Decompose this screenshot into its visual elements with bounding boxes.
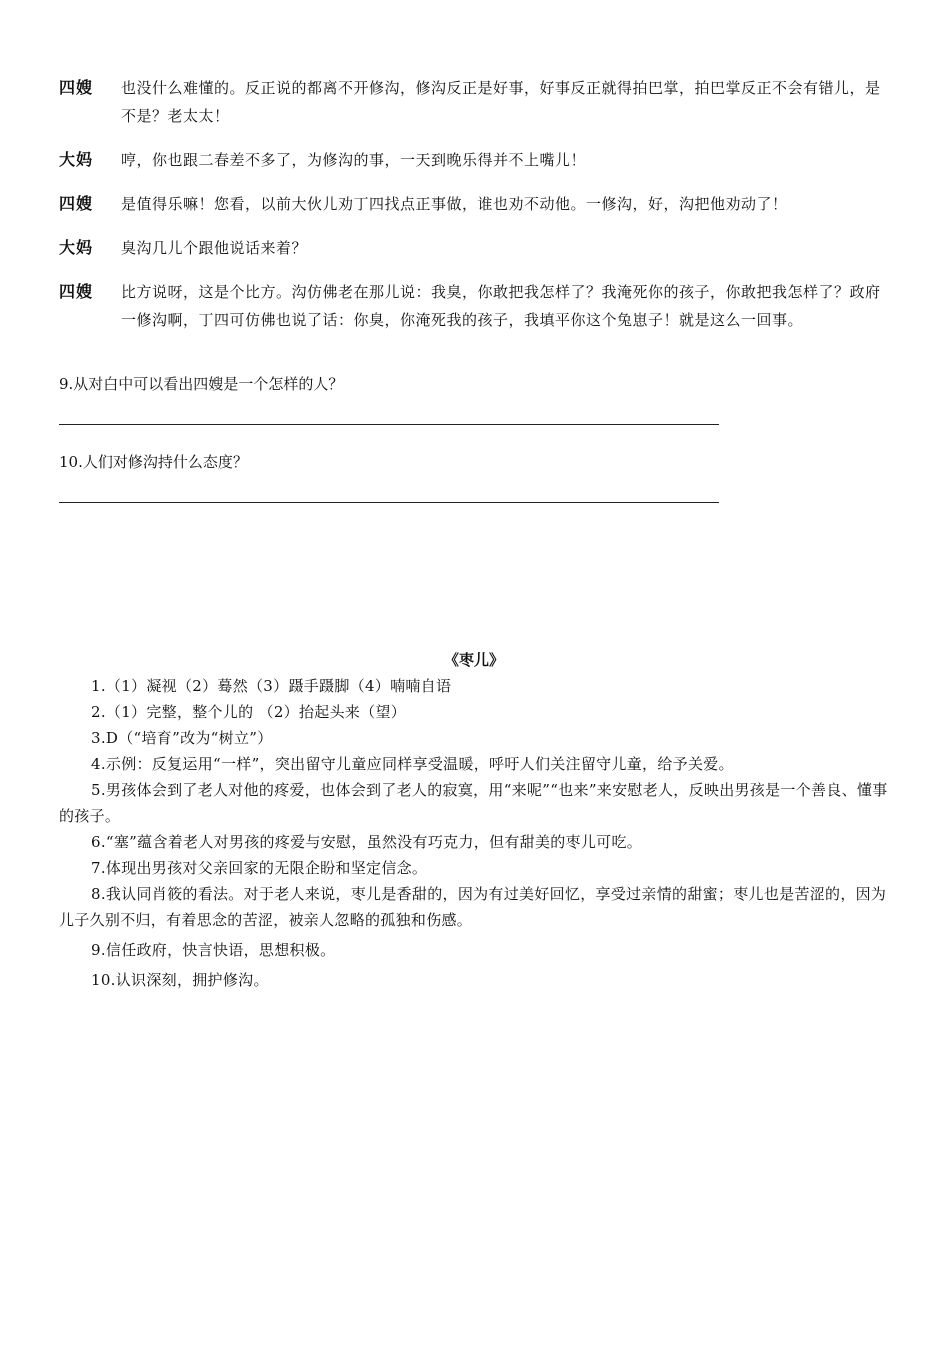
dialogue-line — [59, 190, 889, 218]
speaker-name: 四嫂 — [59, 78, 94, 97]
answer-item: 2.（1）完整，整个儿的 （2）抬起头来（望） — [91, 703, 407, 721]
answer-item: 6.“塞”蕴含着老人对男孩的疼爱与安慰，虽然没有巧克力，但有甜美的枣儿可吃。 — [91, 833, 643, 851]
answer-item: 9.信任政府，快言快语，思想积极。 — [91, 941, 336, 959]
speaker-name: 大妈 — [59, 150, 94, 169]
answer-key — [59, 648, 889, 993]
question-10: 10.人们对修沟持什么态度？ — [59, 453, 248, 471]
speech-text: 是值得乐嘛！您看，以前大伙儿劝丁四找点正事做，谁也劝不动他。一修沟，好，沟把他劝动了！ — [121, 195, 788, 213]
speech-text: 哼，你也跟二春差不多了，为修沟的事，一天到晚乐得并不上嘴儿！ — [121, 151, 587, 169]
answer-item: 3.D（“培育”改为“树立”） — [91, 729, 273, 747]
speaker-name: 四嫂 — [59, 194, 94, 213]
dialogue-excerpt — [59, 74, 889, 350]
answer-item: 5.男孩体会到了老人对他的疼爱，也体会到了老人的寂寞，用“来呢”“也来”来安慰老人，反映出男孩是一个善良、懂事的孩子。 — [59, 781, 888, 825]
speech-text: 也没什么难懂的。反正说的都离不开修沟，修沟反正是好事，好事反正就得拍巴掌，拍巴掌反正不会有错儿，是不是？老太太！ — [121, 79, 881, 125]
dialogue-line — [59, 146, 889, 174]
answer-item: 1.（1）凝视（2）蓦然（3）蹑手蹑脚（4）喃喃自语 — [91, 677, 452, 695]
speech-text: 臭沟几儿个跟他说话来着？ — [121, 239, 308, 257]
question-9: 9.从对白中可以看出四嫂是一个怎样的人？ — [59, 375, 344, 393]
dialogue-line — [59, 278, 889, 334]
dialogue-line — [59, 74, 889, 130]
speaker-name: 四嫂 — [59, 282, 94, 301]
answer-item: 7.体现出男孩对父亲回家的无限企盼和坚定信念。 — [91, 859, 428, 877]
answer-item: 4.示例：反复运用“一样”，突出留守儿童应同样享受温暖，呼吁人们关注留守儿童，给予关爱。 — [91, 755, 734, 773]
answer-key-title: 《枣儿》 — [443, 651, 504, 669]
answer-blank-line[interactable] — [59, 502, 719, 503]
answer-item: 8.我认同肖筱的看法。对于老人来说，枣儿是香甜的，因为有过美好回忆，享受过亲情的甜蜜；枣儿也是苦涩的，因为儿子久别不归，有着思念的苦涩，被亲人忽略的孤独和伤感。 — [59, 885, 887, 929]
speaker-name: 大妈 — [59, 238, 94, 257]
speech-text: 比方说呀，这是个比方。沟仿佛老在那儿说：我臭，你敢把我怎样了？我淹死你的孩子，你敢把我怎样了？政府一修沟啊，丁四可仿佛也说了话：你臭，你淹死我的孩子，我填平你这个兔崽子！就是这么一回事。 — [121, 283, 881, 329]
dialogue-line — [59, 234, 889, 262]
answer-item: 10.认识深刻，拥护修沟。 — [91, 971, 269, 989]
answer-blank-line[interactable] — [59, 424, 719, 425]
